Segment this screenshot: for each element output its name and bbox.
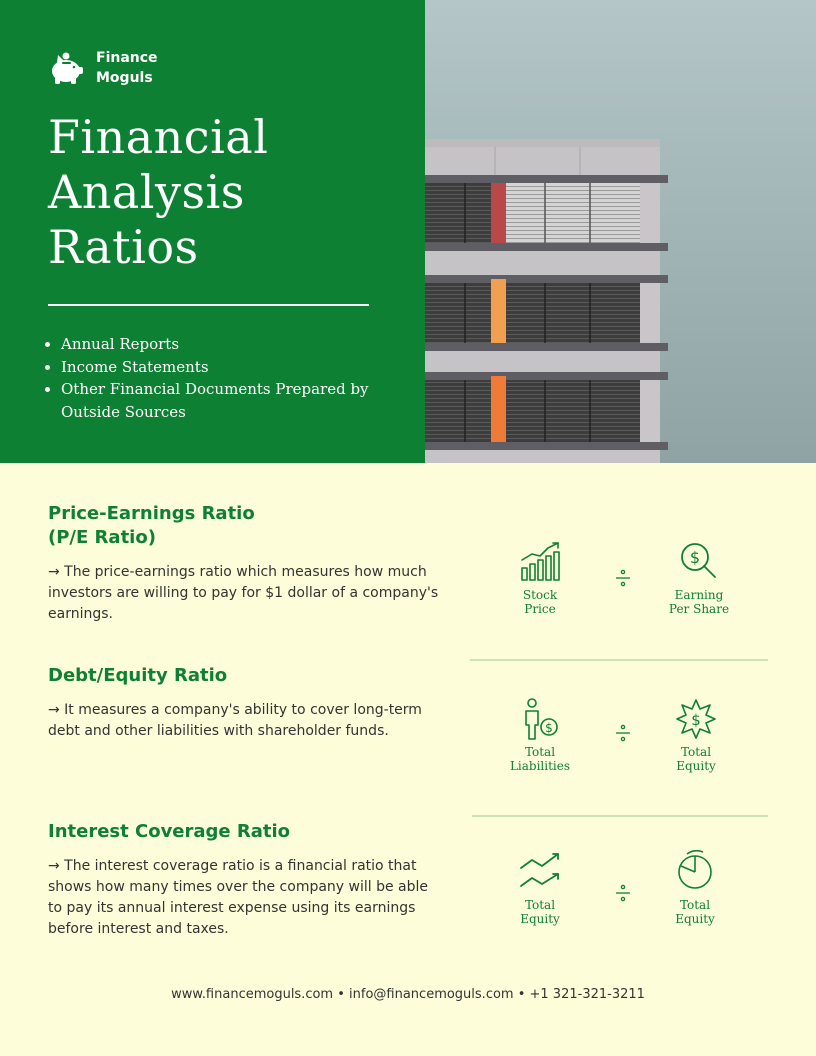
label-line: Liabilities bbox=[509, 759, 571, 773]
denominator-label bbox=[650, 898, 740, 926]
pie-chart-icon bbox=[673, 850, 717, 894]
brand-name bbox=[96, 48, 158, 88]
pe-ratio-section bbox=[48, 502, 443, 625]
divide-icon bbox=[613, 723, 633, 747]
section-description: → The price-earnings ratio which measures how much investors are willing to pay for $1 dollar of a company's earnings. bbox=[48, 564, 439, 622]
label-line: Total bbox=[524, 745, 556, 759]
pe-ratio-formula bbox=[495, 540, 765, 650]
section-title-line: (P/E Ratio) bbox=[48, 527, 156, 548]
label-line: Equity bbox=[675, 912, 715, 926]
list-item: • Annual Reports bbox=[61, 333, 401, 356]
section-title-line: Interest Coverage Ratio bbox=[48, 821, 291, 842]
dollar-badge-icon bbox=[674, 697, 718, 741]
list-item: • Other Financial Documents Prepared by Outside Sources bbox=[61, 378, 401, 423]
section-divider bbox=[470, 659, 768, 661]
title-divider bbox=[48, 304, 369, 306]
page-title bbox=[48, 110, 408, 275]
hero-panel bbox=[0, 0, 425, 463]
section-title bbox=[48, 664, 443, 688]
trend-lines-icon bbox=[518, 850, 562, 894]
numerator bbox=[495, 850, 585, 926]
list-item: • Income Statements bbox=[61, 356, 401, 379]
label-line: Equity bbox=[520, 912, 560, 926]
bar-chart-growth-icon bbox=[518, 540, 562, 584]
footer-contact: www.financemoguls.com • info@financemoguls.com • +1 321-321-3211 bbox=[171, 987, 645, 1002]
label-line: Total bbox=[524, 898, 556, 912]
label-line: Price bbox=[524, 602, 556, 616]
label-line: Stock bbox=[522, 588, 558, 602]
divide-icon bbox=[613, 568, 633, 592]
label-line: Total bbox=[680, 745, 712, 759]
denominator-label bbox=[651, 745, 741, 773]
svg-text:$: $ bbox=[691, 711, 701, 729]
section-description: → It measures a company's ability to cover long-term debt and other liabilities with shareholder funds. bbox=[48, 702, 422, 739]
denominator bbox=[651, 697, 741, 773]
svg-text:$: $ bbox=[689, 548, 701, 567]
dollar-magnifier-icon bbox=[677, 540, 721, 584]
interest-coverage-section bbox=[48, 820, 443, 940]
numerator-label bbox=[495, 745, 585, 773]
sources-list bbox=[40, 333, 401, 423]
section-divider bbox=[472, 815, 768, 817]
numerator bbox=[495, 697, 585, 773]
title-line: Ratios bbox=[48, 220, 199, 274]
brand[interactable] bbox=[48, 48, 158, 88]
denominator bbox=[650, 850, 740, 926]
interest-coverage-formula bbox=[495, 850, 765, 960]
title-line: Financial bbox=[48, 110, 269, 164]
numerator-label bbox=[495, 898, 585, 926]
section-title bbox=[48, 820, 443, 844]
label-line: Per Share bbox=[668, 602, 730, 616]
label-line: Equity bbox=[676, 759, 716, 773]
section-title-line: Debt/Equity Ratio bbox=[48, 665, 228, 686]
label-line: Total bbox=[679, 898, 711, 912]
numerator bbox=[495, 540, 585, 616]
label-line: Earning bbox=[674, 588, 724, 602]
svg-text:$: $ bbox=[545, 721, 553, 735]
title-line: Analysis bbox=[48, 165, 245, 219]
office-building-photo bbox=[425, 0, 816, 463]
hero bbox=[0, 0, 816, 463]
divide-icon bbox=[613, 883, 633, 907]
debt-equity-formula bbox=[495, 697, 765, 807]
section-description: → The interest coverage ratio is a financial ratio that shows how many times over the company will be able to pay its annual interest expense using its earnings before interest and taxes. bbox=[48, 858, 429, 937]
brand-name-line: Moguls bbox=[96, 70, 153, 86]
piggy-bank-icon bbox=[48, 51, 84, 85]
denominator bbox=[654, 540, 744, 616]
debt-equity-section bbox=[48, 664, 443, 742]
section-title bbox=[48, 502, 443, 550]
denominator-label bbox=[654, 588, 744, 616]
numerator-label bbox=[495, 588, 585, 616]
brand-name-line: Finance bbox=[96, 50, 158, 66]
section-title-line: Price-Earnings Ratio bbox=[48, 503, 255, 524]
person-dollar-icon bbox=[518, 697, 562, 741]
